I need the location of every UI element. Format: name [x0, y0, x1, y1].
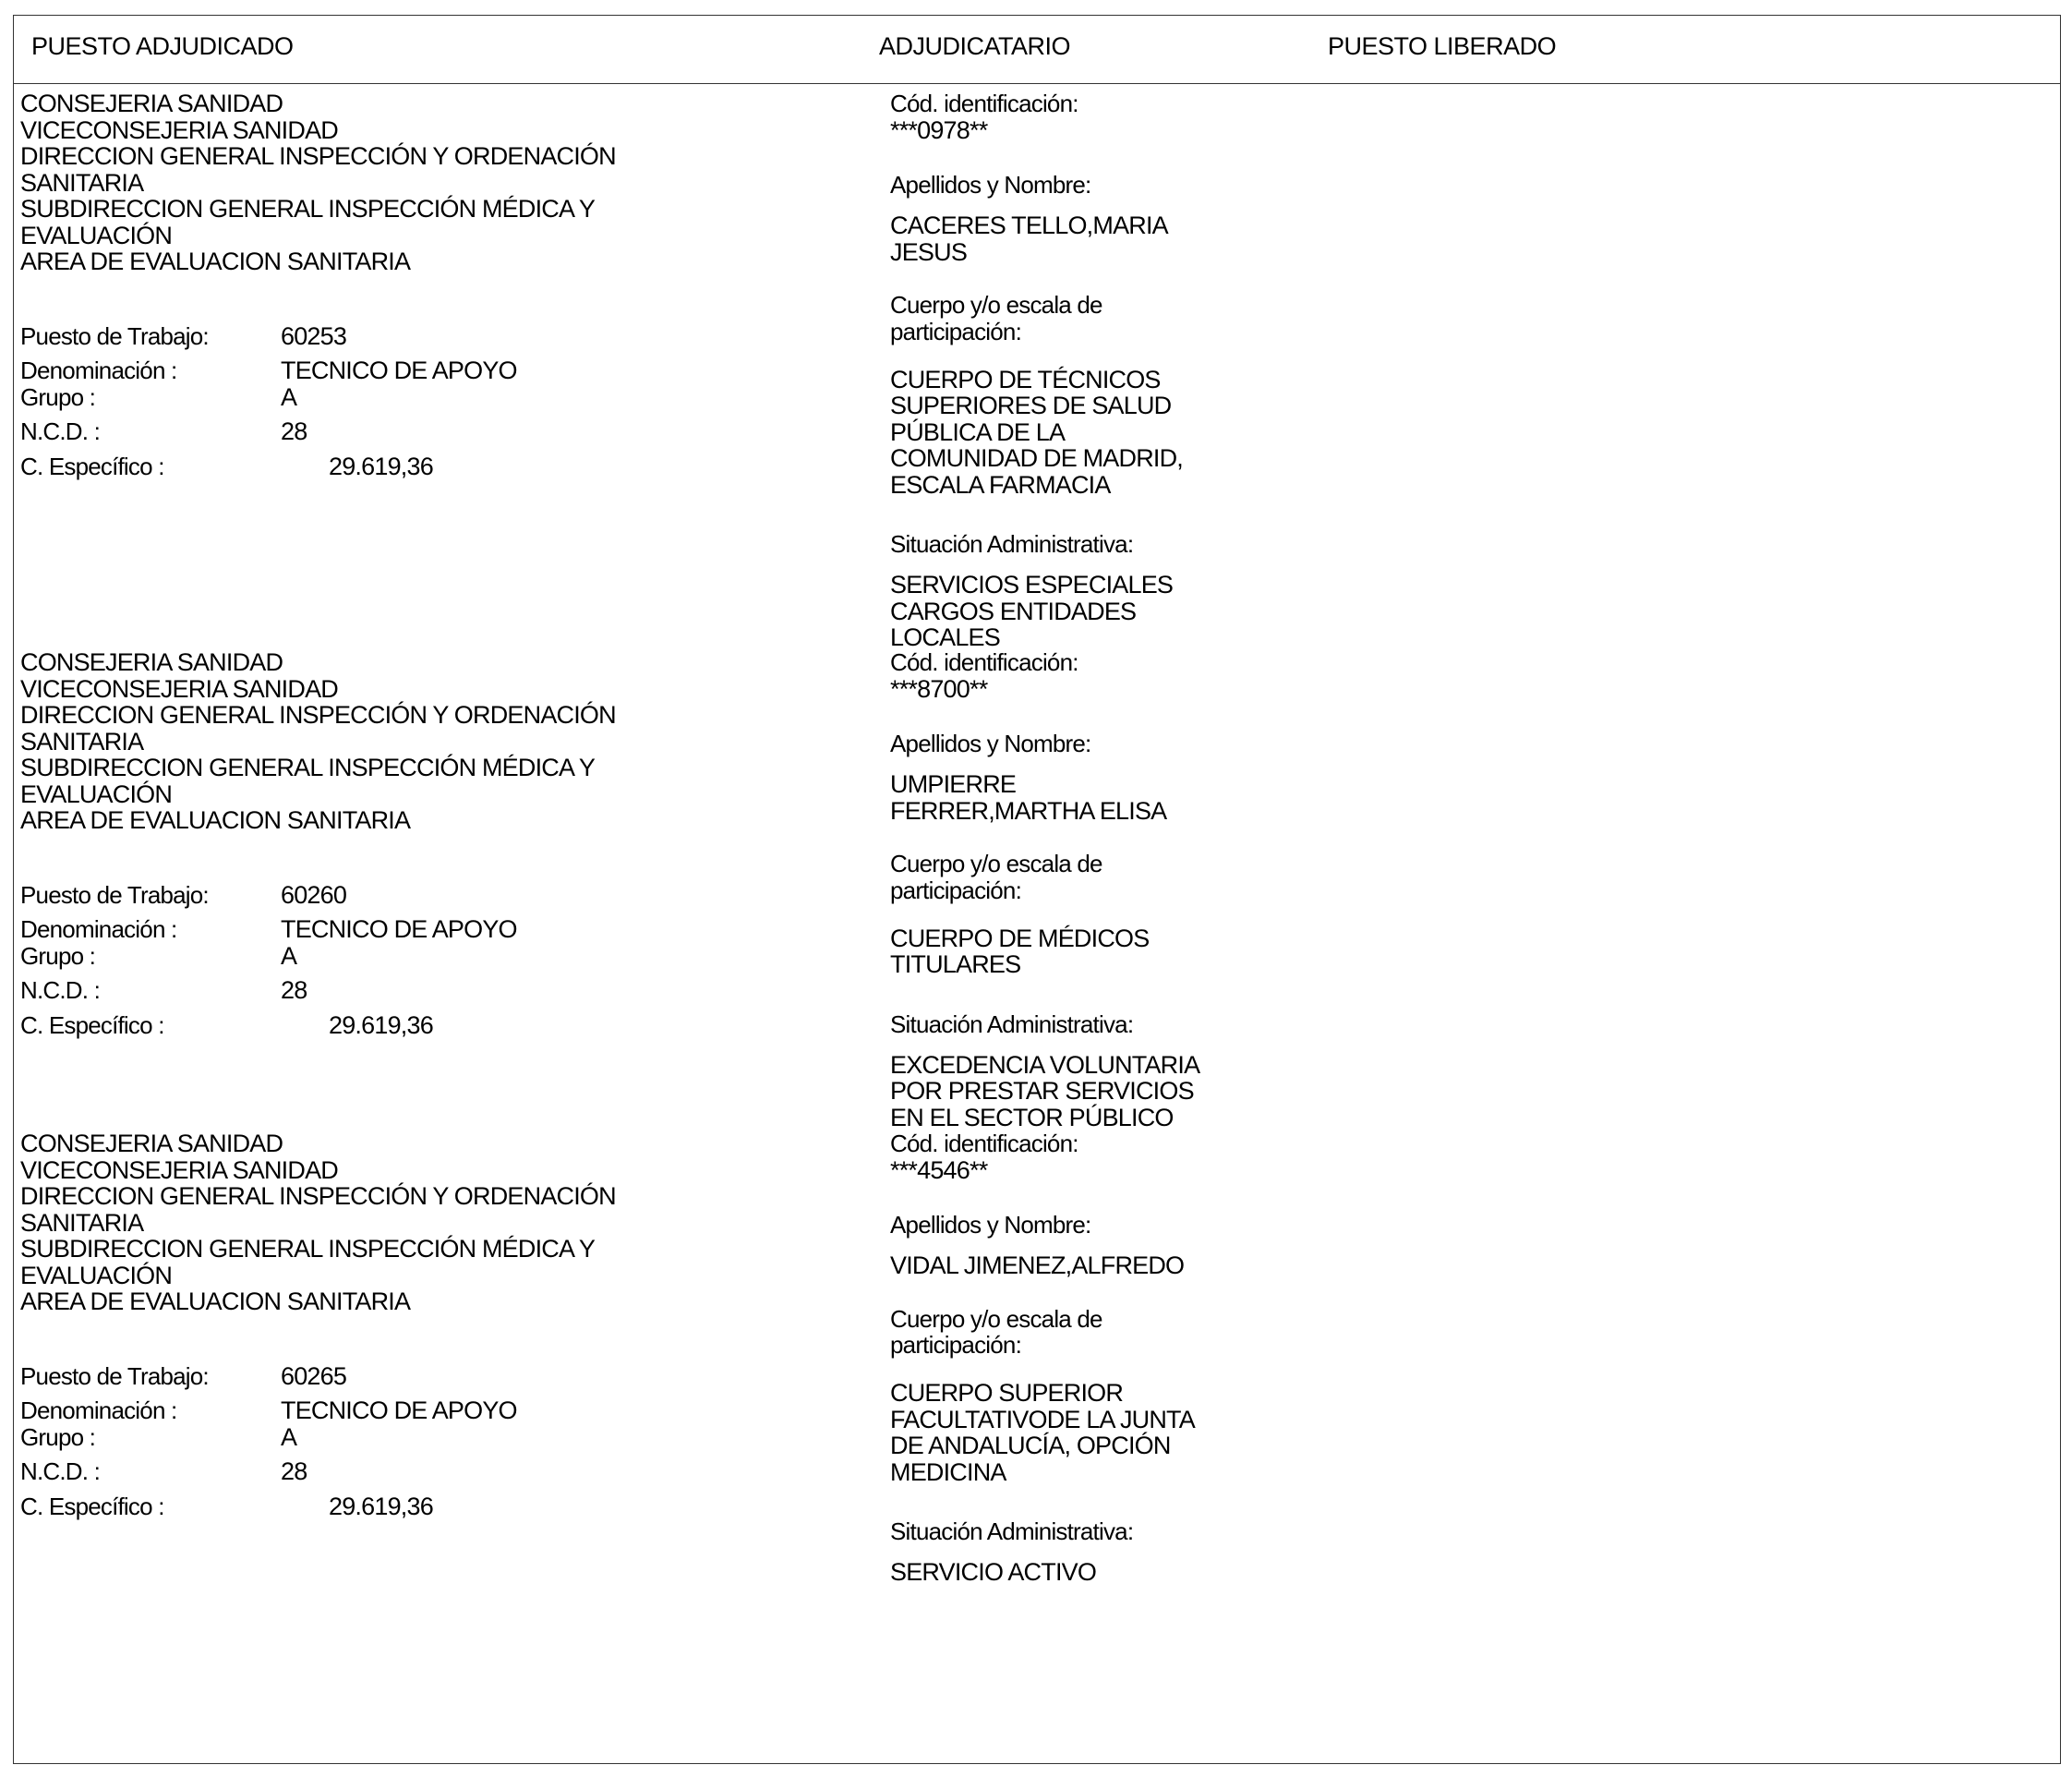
org-line: AREA DE EVALUACION SANITARIA [20, 1287, 411, 1315]
label-cuerpo-escala: Cuerpo y/o escala de [890, 1304, 1102, 1333]
org-line: VICECONSEJERIA SANIDAD [20, 674, 338, 703]
label-c-especifico: C. Específico : [20, 1011, 164, 1039]
value-cod-identificacion: ***0978** [890, 115, 988, 144]
label-cod-identificacion: Cód. identificación: [890, 1130, 1078, 1157]
label-cuerpo-escala: Cuerpo y/o escala de [890, 291, 1102, 319]
value-apellidos-nombre: VIDAL JIMENEZ,ALFREDO [890, 1251, 1185, 1279]
org-line: VICECONSEJERIA SANIDAD [20, 1155, 338, 1184]
value-cuerpo: SUPERIORES DE SALUD [890, 392, 1172, 419]
label-grupo: Grupo : [20, 942, 96, 970]
value-apellidos-nombre: JESUS [890, 237, 968, 266]
value-cuerpo: ESCALA FARMACIA [890, 470, 1111, 499]
org-line: VICECONSEJERIA SANIDAD [20, 115, 338, 144]
org-line: SUBDIRECCION GENERAL INSPECCIÓN MÉDICA Y [20, 1235, 596, 1263]
header-puesto-adjudicado: PUESTO ADJUDICADO [31, 32, 294, 60]
header-puesto-liberado: PUESTO LIBERADO [1328, 32, 1557, 60]
value-situacion: POR PRESTAR SERVICIOS [890, 1077, 1194, 1105]
label-situacion: Situación Administrativa: [890, 1009, 1134, 1038]
value-cuerpo: MEDICINA [890, 1457, 1006, 1486]
label-denominacion: Denominación : [20, 915, 177, 943]
value-ncd: 28 [281, 976, 307, 1004]
label-ncd: N.C.D. : [20, 976, 101, 1004]
label-cuerpo-escala: Cuerpo y/o escala de [890, 850, 1102, 877]
label-puesto-trabajo: Puesto de Trabajo: [20, 322, 209, 350]
value-grupo: A [281, 383, 297, 411]
value-situacion: EN EL SECTOR PÚBLICO [890, 1103, 1174, 1131]
label-grupo: Grupo : [20, 1423, 96, 1451]
value-situacion: EXCEDENCIA VOLUNTARIA [890, 1050, 1200, 1079]
org-line: EVALUACIÓN [20, 221, 173, 249]
header-adjudicatario: ADJUDICATARIO [879, 32, 1071, 60]
label-situacion: Situación Administrativa: [890, 1517, 1134, 1545]
value-cuerpo: DE ANDALUCÍA, OPCIÓN [890, 1432, 1171, 1459]
value-grupo: A [281, 1423, 297, 1451]
value-grupo: A [281, 942, 297, 970]
org-line: AREA DE EVALUACION SANITARIA [20, 248, 411, 275]
value-cuerpo: PÚBLICA DE LA [890, 417, 1066, 446]
org-line: SUBDIRECCION GENERAL INSPECCIÓN MÉDICA Y [20, 754, 596, 781]
value-puesto-trabajo: 60265 [281, 1362, 347, 1390]
org-line: EVALUACIÓN [20, 780, 173, 808]
value-denominacion: TECNICO DE APOYO [281, 1396, 517, 1424]
label-cod-identificacion: Cód. identificación: [890, 90, 1078, 117]
label-puesto-trabajo: Puesto de Trabajo: [20, 881, 209, 909]
org-line: SANITARIA [20, 727, 144, 756]
label-ncd: N.C.D. : [20, 1457, 101, 1485]
label-apellidos-nombre: Apellidos y Nombre: [890, 171, 1091, 199]
value-cuerpo: CUERPO DE TÉCNICOS [890, 365, 1161, 393]
value-apellidos-nombre: FERRER,MARTHA ELISA [890, 796, 1167, 825]
org-line: CONSEJERIA SANIDAD [20, 648, 283, 676]
value-cuerpo: COMUNIDAD DE MADRID, [890, 444, 1184, 472]
value-apellidos-nombre: CACERES TELLO,MARIA [890, 212, 1168, 239]
org-line: SANITARIA [20, 1208, 144, 1237]
value-ncd: 28 [281, 417, 307, 445]
label-denominacion: Denominación : [20, 1396, 177, 1424]
value-puesto-trabajo: 60260 [281, 881, 347, 909]
label-c-especifico: C. Específico : [20, 453, 164, 480]
value-cod-identificacion: ***4546** [890, 1155, 988, 1184]
org-line: CONSEJERIA SANIDAD [20, 90, 283, 117]
org-line: AREA DE EVALUACION SANITARIA [20, 806, 411, 834]
value-denominacion: TECNICO DE APOYO [281, 915, 517, 943]
value-c-especifico: 29.619,36 [329, 453, 433, 480]
org-line: DIRECCION GENERAL INSPECCIÓN Y ORDENACIÓN [20, 142, 616, 170]
value-c-especifico: 29.619,36 [329, 1011, 433, 1039]
value-cuerpo: CUERPO SUPERIOR [890, 1379, 1124, 1407]
value-c-especifico: 29.619,36 [329, 1493, 433, 1520]
org-line: DIRECCION GENERAL INSPECCIÓN Y ORDENACIÓN [20, 701, 616, 729]
label-cuerpo-escala: participación: [890, 876, 1021, 904]
value-ncd: 28 [281, 1457, 307, 1485]
org-line: EVALUACIÓN [20, 1261, 173, 1289]
value-denominacion: TECNICO DE APOYO [281, 357, 517, 384]
value-situacion: SERVICIO ACTIVO [890, 1558, 1097, 1586]
value-cuerpo: TITULARES [890, 950, 1021, 978]
header-divider [13, 83, 2061, 84]
label-apellidos-nombre: Apellidos y Nombre: [890, 1211, 1091, 1239]
label-c-especifico: C. Específico : [20, 1493, 164, 1520]
value-situacion: CARGOS ENTIDADES [890, 597, 1137, 625]
org-line: SANITARIA [20, 168, 144, 197]
value-apellidos-nombre: UMPIERRE [890, 770, 1017, 798]
org-line: SUBDIRECCION GENERAL INSPECCIÓN MÉDICA Y [20, 195, 596, 223]
label-denominacion: Denominación : [20, 357, 177, 384]
org-line: DIRECCION GENERAL INSPECCIÓN Y ORDENACIÓN [20, 1182, 616, 1210]
label-cuerpo-escala: participación: [890, 1331, 1021, 1359]
label-ncd: N.C.D. : [20, 417, 101, 445]
value-situacion: LOCALES [890, 623, 1000, 651]
value-cuerpo: FACULTATIVODE LA JUNTA [890, 1405, 1195, 1433]
label-grupo: Grupo : [20, 383, 96, 411]
org-line: CONSEJERIA SANIDAD [20, 1130, 283, 1157]
value-situacion: SERVICIOS ESPECIALES [890, 571, 1174, 598]
label-apellidos-nombre: Apellidos y Nombre: [890, 730, 1091, 757]
label-cuerpo-escala: participación: [890, 317, 1021, 345]
label-cod-identificacion: Cód. identificación: [890, 648, 1078, 676]
value-cuerpo: CUERPO DE MÉDICOS [890, 924, 1150, 952]
value-cod-identificacion: ***8700** [890, 674, 988, 703]
label-puesto-trabajo: Puesto de Trabajo: [20, 1362, 209, 1390]
value-puesto-trabajo: 60253 [281, 322, 347, 350]
label-situacion: Situación Administrativa: [890, 530, 1134, 558]
